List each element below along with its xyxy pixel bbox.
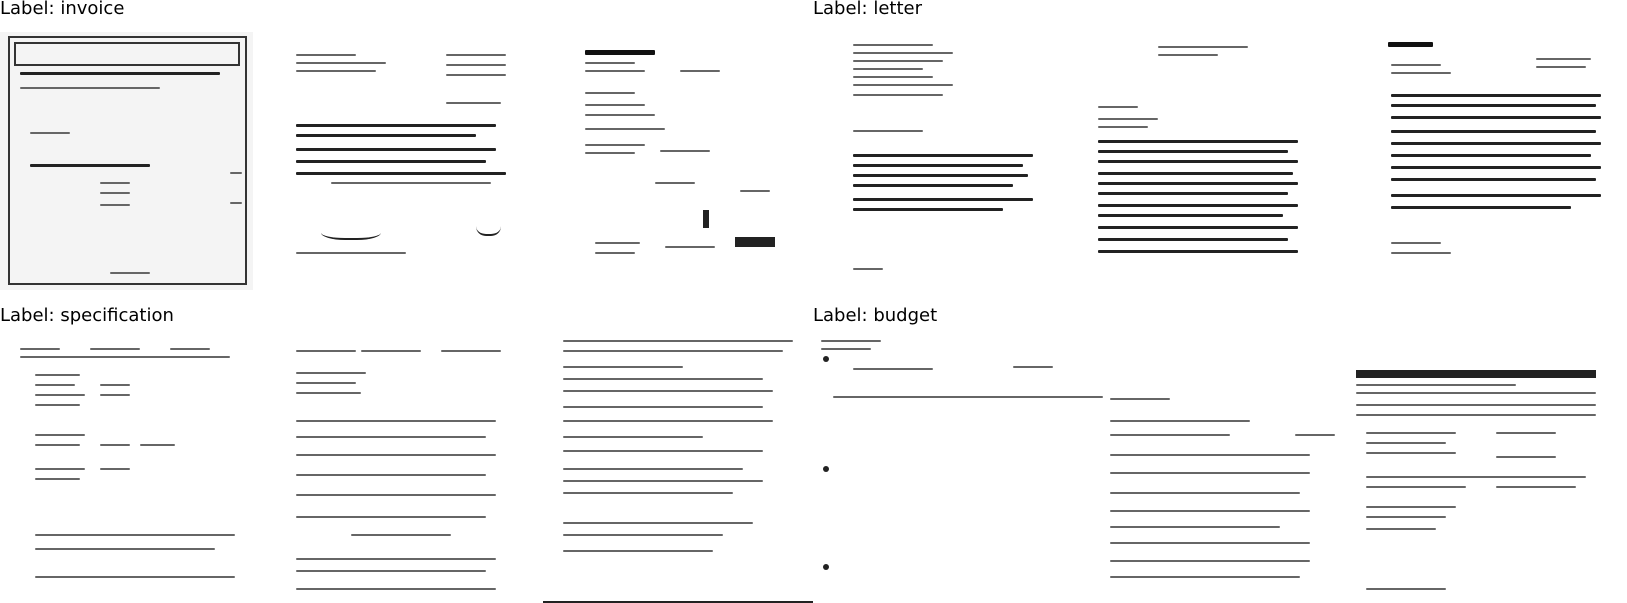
group-label-budget: Label: budget xyxy=(813,305,938,326)
specification-doc-2 xyxy=(291,338,516,601)
group-label-specification: Label: specification xyxy=(0,305,174,326)
budget-doc-3 xyxy=(1356,366,1604,601)
invoice-doc-3 xyxy=(555,32,798,290)
invoice-doc-1 xyxy=(0,32,253,290)
budget-doc-1 xyxy=(813,336,1113,601)
group-label-letter: Label: letter xyxy=(813,0,923,19)
budget-doc-2 xyxy=(1105,380,1350,601)
invoice-doc-2 xyxy=(291,32,516,290)
group-label-invoice: Label: invoice xyxy=(0,0,125,19)
letter-doc-2 xyxy=(1088,32,1348,290)
specification-doc-3 xyxy=(543,336,813,603)
specification-doc-1 xyxy=(0,338,253,601)
letter-doc-1 xyxy=(813,32,1080,290)
letter-doc-3 xyxy=(1356,32,1627,290)
